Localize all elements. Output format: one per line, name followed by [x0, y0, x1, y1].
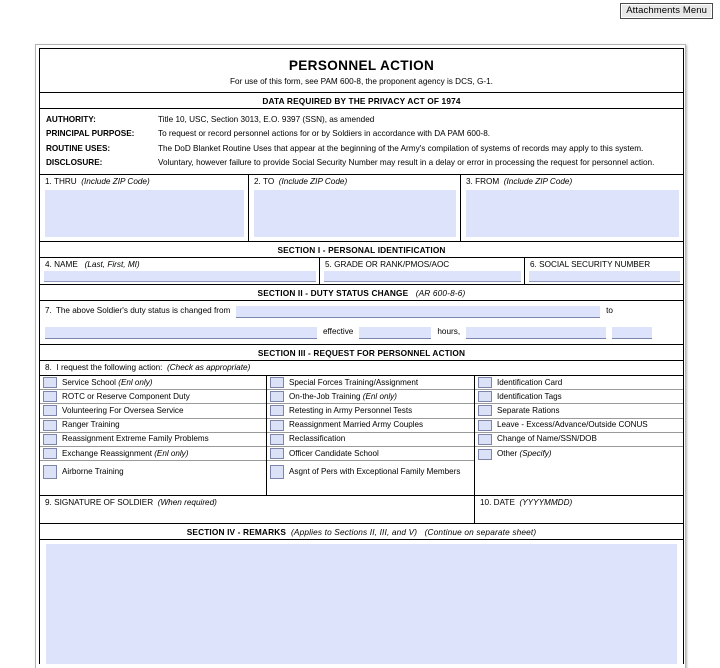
field-caption-grade [320, 258, 524, 270]
section-2-body [40, 300, 683, 344]
section-1-heading: SECTION I - PERSONAL IDENTIFICATION [40, 241, 683, 257]
signature-label: SIGNATURE OF SOLDIER [54, 498, 154, 508]
checkbox-ranger-training[interactable] [43, 420, 57, 431]
duty-status-line-2 [40, 326, 683, 339]
checkbox-other[interactable] [478, 449, 492, 460]
privacy-act-block [40, 108, 683, 174]
checkbox-volunteering-oversea[interactable] [43, 405, 57, 416]
action-label-retesting: Retesting in Army Personnel Tests [289, 405, 413, 415]
action-item-leave[interactable] [475, 419, 683, 433]
field-hint-name: (Last, First, MI) [84, 260, 140, 269]
duty-effective-text: effective [323, 327, 354, 336]
action-label-exchange-reassignment: Exchange Reassignment (Enl only) [62, 448, 189, 458]
action-label-airborne-training: Airborne Training [62, 466, 124, 476]
section-2-heading-note: (AR 600-8-6) [415, 287, 466, 298]
privacy-row-principal-purpose [40, 127, 683, 142]
action-item-rotc-reserve[interactable] [40, 390, 266, 404]
address-cell-to [248, 175, 460, 241]
viewer-toolbar [0, 0, 720, 26]
action-label-reclassification: Reclassification [289, 434, 346, 444]
date-hint: (YYYYMMDD) [519, 498, 573, 508]
privacy-label-disclosure: DISCLOSURE: [46, 158, 103, 167]
section-4-note-1: (Applies to Sections II, III, and V) [290, 526, 418, 537]
privacy-label-authority: AUTHORITY: [46, 114, 96, 124]
checkbox-reassignment-family-problems[interactable] [43, 434, 57, 445]
action-label-identification-tags: Identification Tags [497, 391, 562, 401]
address-input-thru[interactable] [45, 190, 244, 237]
action-item-exceptional-family-members[interactable] [267, 461, 474, 482]
action-item-married-army-couples[interactable] [267, 419, 474, 433]
address-caption-thru [40, 177, 248, 187]
checkbox-officer-candidate-school[interactable] [270, 448, 284, 459]
section-3-prompt [40, 360, 683, 375]
checkbox-on-the-job-training[interactable] [270, 391, 284, 402]
address-caption-to [249, 177, 460, 187]
signature-caption [40, 496, 474, 508]
checkbox-exchange-reassignment[interactable] [43, 448, 57, 459]
checkbox-change-of-name[interactable] [478, 434, 492, 445]
address-number-from: 3. [466, 177, 473, 186]
privacy-text-routine-uses: The DoD Blanket Routine Uses that appear at the beginning of the Army's compilation of systems of records may apply to this system. [158, 143, 644, 153]
action-item-officer-candidate-school[interactable] [267, 447, 474, 461]
signature-number: 9. [45, 498, 52, 508]
section-2-heading [40, 284, 683, 300]
field-caption-name [40, 258, 319, 270]
address-label-to: TO [262, 177, 275, 186]
action-label-married-army-couples: Reassignment Married Army Couples [289, 420, 424, 430]
action-label-reassignment-family-problems: Reassignment Extreme Family Problems [62, 434, 209, 444]
address-row [40, 174, 683, 241]
action-label-leave: Leave - Excess/Advance/Outside CONUS [497, 420, 648, 430]
page-title: PERSONNEL ACTION [288, 58, 435, 73]
section-2-heading-text: SECTION II - DUTY STATUS CHANGE [257, 287, 409, 298]
privacy-row-authority [40, 112, 683, 127]
action-item-on-the-job-training[interactable] [267, 390, 474, 404]
checkbox-leave[interactable] [478, 420, 492, 431]
duty-effective-date-input[interactable] [359, 327, 431, 339]
duty-authority-input[interactable] [466, 327, 606, 339]
action-column-3 [474, 376, 683, 495]
duty-status-from-input[interactable] [236, 306, 600, 318]
duty-status-to-input[interactable] [45, 327, 317, 339]
section-4-note-2: (Continue on separate sheet) [424, 526, 537, 537]
action-item-separate-rations[interactable] [475, 404, 683, 418]
action-column-1 [40, 376, 266, 495]
action-item-exchange-reassignment[interactable] [40, 447, 266, 461]
action-label-ranger-training: Ranger Training [62, 420, 120, 430]
checkbox-married-army-couples[interactable] [270, 420, 284, 431]
section-4-heading [40, 523, 683, 539]
duty-tail-input[interactable] [612, 327, 652, 339]
privacy-text-principal-purpose: To request or record personnel actions for or by Soldiers in accordance with DA PAM 600-8. [158, 129, 491, 138]
privacy-label-routine-uses: ROUTINE USES: [46, 143, 111, 153]
action-item-identification-card[interactable] [475, 376, 683, 390]
field-caption-ssn [525, 258, 683, 270]
privacy-text-disclosure: Voluntary, however failure to provide Social Security Number may result in a delay or error in processing the request for personnel action. [158, 158, 655, 167]
date-caption [475, 496, 683, 508]
checkbox-identification-card[interactable] [478, 377, 492, 388]
action-label-change-of-name: Change of Name/SSN/DOB [497, 434, 597, 444]
action-label-exceptional-family-members: Asgnt of Pers with Exceptional Family Members [289, 466, 461, 476]
action-label-separate-rations: Separate Rations [497, 405, 560, 415]
action-label-other: Other (Specify) [497, 449, 552, 459]
action-label-rotc-reserve: ROTC or Reserve Component Duty [62, 391, 190, 401]
checkbox-special-forces[interactable] [270, 377, 284, 388]
section-1-row [40, 257, 683, 284]
action-item-change-of-name[interactable] [475, 433, 683, 447]
action-item-reclassification[interactable] [267, 433, 474, 447]
date-number: 10. [480, 498, 492, 508]
action-item-identification-tags[interactable] [475, 390, 683, 404]
address-hint-to: (Include ZIP Code) [278, 177, 348, 186]
privacy-label-principal-purpose: PRINCIPAL PURPOSE: [46, 129, 135, 138]
address-caption-from [461, 177, 683, 187]
checkbox-identification-tags[interactable] [478, 391, 492, 402]
checkbox-reclassification[interactable] [270, 434, 284, 445]
checkbox-airborne-training[interactable] [43, 465, 57, 479]
attachments-menu-button[interactable]: Attachments Menu [620, 3, 713, 19]
action-item-other[interactable] [475, 447, 683, 461]
address-number-thru: 1. [45, 177, 52, 186]
da-form-4187 [39, 48, 684, 664]
field-cell-name [40, 258, 319, 284]
action-item-airborne-training[interactable] [40, 461, 266, 482]
form-subtitle: For use of this form, see PAM 600-8, the proponent agency is DCS, G-1. [230, 77, 493, 86]
date-cell [474, 496, 683, 523]
duty-to-text: to [606, 306, 613, 315]
action-label-officer-candidate-school: Officer Candidate School [289, 448, 379, 458]
field-number-ssn: 6. [530, 260, 537, 269]
duty-item-number: 7. [45, 306, 52, 315]
action-item-reassignment-family-problems[interactable] [40, 433, 266, 447]
checkbox-retesting[interactable] [270, 405, 284, 416]
checkbox-exceptional-family-members[interactable] [270, 465, 284, 479]
address-cell-thru [40, 175, 248, 241]
grade-rank-input[interactable] [324, 271, 521, 282]
section-3-prompt-hint: (Check as appropriate) [167, 363, 251, 372]
field-cell-ssn [524, 258, 683, 284]
field-number-grade: 5. [325, 260, 332, 269]
signature-hint: (When required) [157, 498, 217, 508]
action-other-spacer [475, 461, 683, 495]
action-item-retesting[interactable] [267, 404, 474, 418]
section-3-prompt-text: I request the following action: [56, 363, 163, 372]
field-cell-grade [319, 258, 524, 284]
name-input[interactable] [44, 271, 316, 282]
action-checkbox-grid [40, 375, 683, 495]
duty-lead-text: The above Soldier's duty status is changed from [55, 306, 231, 315]
section-3-item-number: 8. [45, 363, 52, 372]
signature-cell [40, 496, 474, 523]
address-label-thru: THRU [53, 177, 77, 186]
action-item-special-forces[interactable] [267, 376, 474, 390]
form-page [35, 44, 686, 668]
duty-hours-text: hours, [437, 327, 461, 336]
form-title-block [40, 49, 683, 92]
address-input-to[interactable] [254, 190, 456, 237]
privacy-act-heading: DATA REQUIRED BY THE PRIVACY ACT OF 1974 [40, 92, 683, 108]
field-label-grade: GRADE OR RANK/PMOS/AOC [334, 260, 450, 269]
signature-row [40, 495, 683, 523]
address-number-to: 2. [254, 177, 261, 186]
field-label-name: NAME [54, 260, 78, 269]
section-3-heading: SECTION III - REQUEST FOR PERSONNEL ACTION [40, 344, 683, 360]
action-label-on-the-job-training: On-the-Job Training (Enl only) [289, 391, 397, 401]
privacy-row-routine-uses [40, 141, 683, 156]
signature-input[interactable] [45, 510, 470, 522]
privacy-text-authority: Title 10, USC, Section 3013, E.O. 9397 (SSN), as amended [158, 114, 375, 124]
section-4-heading-text: SECTION IV - REMARKS [186, 526, 287, 537]
date-input[interactable] [480, 510, 679, 522]
address-label-from: FROM [475, 177, 500, 186]
remarks-wrap [40, 539, 683, 664]
address-hint-thru: (Include ZIP Code) [81, 177, 150, 186]
action-label-volunteering-oversea: Volunteering For Oversea Service [62, 405, 184, 415]
privacy-row-disclosure [40, 156, 683, 171]
address-input-from[interactable] [466, 190, 679, 237]
field-number-name: 4. [45, 260, 52, 269]
action-item-ranger-training[interactable] [40, 419, 266, 433]
action-item-volunteering-oversea[interactable] [40, 404, 266, 418]
date-label: DATE [493, 498, 515, 508]
field-label-ssn: SOCIAL SECURITY NUMBER [539, 260, 651, 269]
checkbox-separate-rations[interactable] [478, 405, 492, 416]
action-item-service-school[interactable] [40, 376, 266, 390]
remarks-input[interactable] [46, 544, 677, 664]
action-label-special-forces: Special Forces Training/Assignment [289, 377, 419, 387]
ssn-input[interactable] [529, 271, 680, 282]
action-label-service-school: Service School (Enl only) [62, 377, 153, 387]
action-label-identification-card: Identification Card [497, 377, 563, 387]
address-cell-from [460, 175, 683, 241]
address-hint-from: (Include ZIP Code) [503, 177, 573, 186]
duty-status-line-1 [40, 305, 683, 318]
action-column-2 [266, 376, 474, 495]
checkbox-service-school[interactable] [43, 377, 57, 388]
checkbox-rotc-reserve[interactable] [43, 391, 57, 402]
